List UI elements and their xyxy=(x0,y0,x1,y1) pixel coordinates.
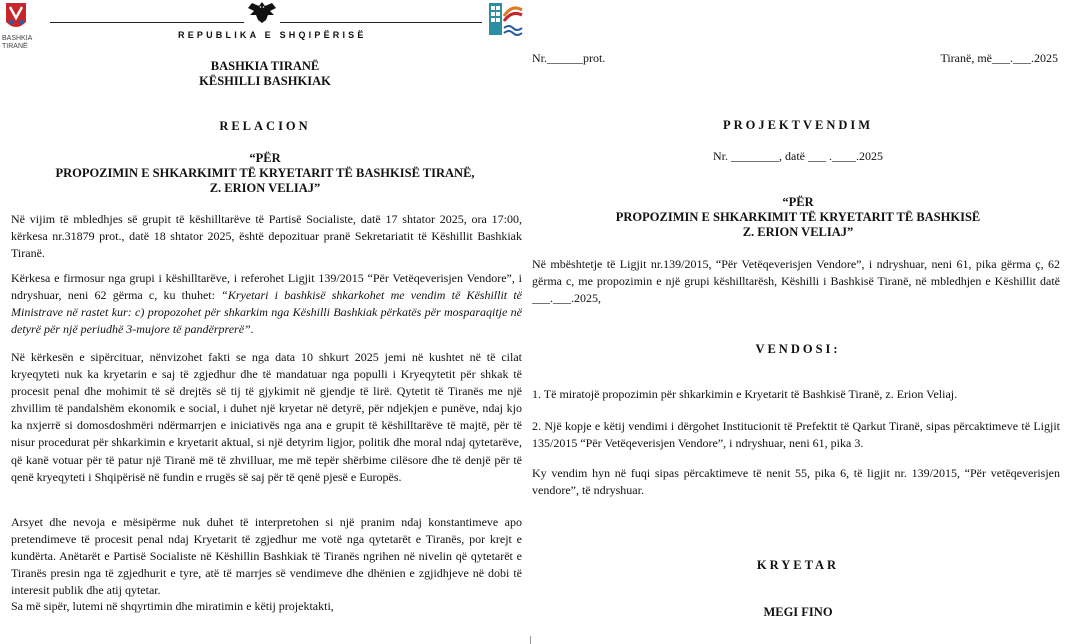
doc-type-relacion: RELACION xyxy=(219,119,311,133)
paragraph-1: Në vijim të mbledhjes së grupit të këshilltarëve të Partisë Socialiste, datë 17 shtator 2025, ora 17:00, kërkesa nr.31879 prot., datë 18 shtator 2025, është depozituar pranë Sekretariatit të Këshillit Bashkiak Tiranë. xyxy=(11,212,522,261)
institution-name: BASHKIA TIRANË xyxy=(210,59,320,73)
title-line-1: “PËR xyxy=(249,151,281,165)
kryetar-heading: KRYETAR xyxy=(756,558,840,572)
paragraph-2-quote: “Kryetari i bashkisë shkarkohet me vendim të Këshillit të Ministrave në rastet kur: c) propozohet për shkarkim nga Këshilli Bashkiak përkatës për mosparaqitje në detyrë për një periudhë 3-mujore të pandërprerë”. xyxy=(11,288,522,337)
protocol-number: Nr.______prot. xyxy=(532,51,606,65)
council-logo-icon xyxy=(488,2,524,36)
relacion-page xyxy=(0,0,530,644)
title-line-2: PROPOZIMIN E SHKARKIMIT TË KRYETARIT TË BASHKISË TIRANË, xyxy=(55,166,475,180)
logo-text-line1: BASHKIA xyxy=(2,35,33,42)
title-line-3: Z. ERION VELIAJ” xyxy=(742,225,854,239)
logo-text xyxy=(2,35,32,51)
vendosi-heading: VENDOSI: xyxy=(755,342,841,356)
paragraph-2 xyxy=(11,270,522,338)
paragraph-3: Në kërkesën e sipërcituar, nënvizohet fakti se nga data 10 shkurt 2025 jemi në kushtet në të cilat kryeqyteti nuk ka kryetarin e saj të zgjedhur dhe të mandatuar nga populli i Kryeqytetit për shkak të procesit penal dhe mohimit të së drejtës së tij të gjykimit në gjendje të lirë. Qytetit të Tiranës me një zhvillim të pandalshëm ekonomik e social, i duhet një kryetar në detyrë, për ndjekjen e punëve, ndaj kjo ka nxjerrë si domosdoshmëri ndërmarrjen e iniciativës nga ana e grupit të këshilltarëve të majtë, për të nisur procedurat për shkarkimin e kryetarit aktual, si një detyrim ligjor, politik dhe moral ndaj qytetarëve, që kanë votuar për të patur një Tiranë më të zhvilluar, me më tepër shërbime cilësore dhe të denjë për të qenë kryeqyteti i Shqipërisë në fundin e rrugës së saj për të qenë pjesë e Europës. xyxy=(11,350,522,484)
signatory-name: MEGI FINO xyxy=(763,605,833,619)
tirana-municipality-logo xyxy=(2,2,33,50)
decision-item-1: 1. Të miratojë propozimin për shkarkimin e Kryetarit të Bashkisë Tiranë, z. Erion Veliaj. xyxy=(532,387,958,401)
albania-eagle-emblem-icon xyxy=(246,0,278,24)
legal-basis-paragraph: Në mbështetje të Ligjit nr.139/2015, “Për Vetëqeverisjen Vendore”, i ndryshuar, neni 61, pika gërma ç, 62 gërma c, me propozimin e një grupi këshilltarësh, Këshilli i Bashkisë Tiranë, në mbledhjen e Këshillit datë ___.___.2025, xyxy=(532,257,1060,306)
decision-item-3: Ky vendim hyn në fuqi sipas përcaktimeve të nenit 55, pika 6, të ligjit nr. 139/2015, “Për vetëqeverisjen vendore”, të ndryshuar. xyxy=(532,466,1060,498)
title-line-1: “PËR xyxy=(782,195,814,209)
logo-text-line2: TIRANË xyxy=(2,43,28,50)
title-line-2: PROPOZIMIN E SHKARKIMIT TË KRYETARIT TË BASHKISË xyxy=(615,210,981,224)
council-name: KËSHILLI BASHKIAK xyxy=(199,74,331,88)
decision-item-2: 2. Një kopje e këtij vendimi i dërgohet Institucionit të Prefektit të Qarkut Tiranë, sipas përcaktimeve të Ligjit 135/2015 “Për Vetëqeverisjen Vendore”, i ndryshuar, neni 61, pika 3. xyxy=(532,419,1060,451)
place-and-date: Tiranë, më___.___.2025 xyxy=(940,51,1058,65)
title-line-3: Z. ERION VELIAJ” xyxy=(209,181,321,195)
paragraph-2-text: Kërkesa e firmosur nga grupi i këshilltarëve, i referohet Ligjit 139/2015 “Për Vetëqeverisjen Vendore”, i ndryshuar, neni 62 gërma c, ku thuhet: xyxy=(11,271,522,303)
header-rule-right xyxy=(280,22,482,23)
projektvendim-page xyxy=(530,0,1066,644)
tirana-council-logo xyxy=(488,2,524,36)
doc-type-projektvendim: PROJEKTVENDIM xyxy=(722,118,874,132)
paragraph-4: Arsyet dhe nevoja e mësipërme nuk duhet të interpretohen si një pranim ndaj konstantimeve apo pretendimeve të procesit penal ndaj Kryetarit të zgjedhur me votë nga qytetarët e Tiranës, por krejt e kundërta. Anëtarët e Partisë Socialiste në Këshillin Bashkiak të Tiranës ngrihen në nivelin që qytetarët e Tiranës presin nga të zgjedhurit e tyre, atë të marrjes së vendimeve dhe dhënien e zgjidhjeve në dobi të interesit publik dhe atij qytetar. xyxy=(11,515,522,598)
republika-heading: REPUBLIKA E SHQIPËRISË xyxy=(178,30,367,40)
tirana-logo-icon xyxy=(5,2,27,32)
header-rule-left xyxy=(50,22,244,23)
decision-number-date: Nr. ________, datë ___ .____.2025 xyxy=(713,149,883,163)
paragraph-5: Sa më sipër, lutemi në shqyrtimin dhe miratimin e këtij projektakti, xyxy=(11,599,334,613)
